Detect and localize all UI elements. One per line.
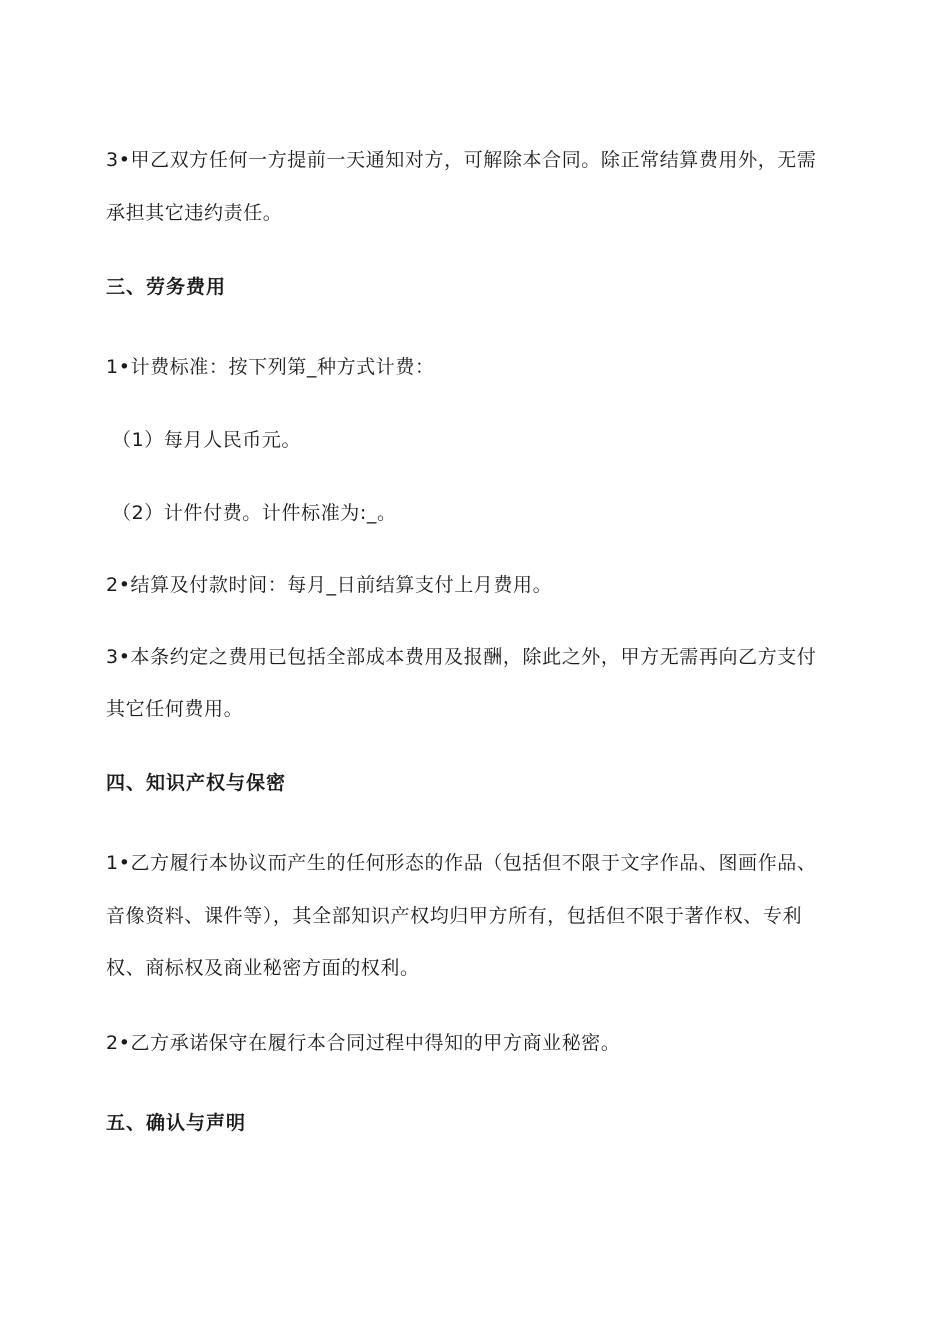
- clause-4-2: 2•乙方承诺保守在履行本合同过程中得知的甲方商业秘密。: [106, 1032, 621, 1054]
- clause-3-2: 2•结算及付款时间：每月_日前结算支付上月费用。: [106, 574, 553, 596]
- clause-3-1: 1•计费标准：按下列第_种方式计费：: [106, 356, 435, 378]
- clause-3-3-line-2: 其它任何费用。: [106, 698, 244, 720]
- clause-4-1-line-2: 音像资料、课件等），其全部知识产权均归甲方所有，包括但不限于著作权、专利: [106, 905, 803, 927]
- section-4-heading: 四、知识产权与保密: [106, 772, 287, 794]
- clause-3-1-option-2: （2）计件付费。计件标准为:_。: [112, 502, 397, 524]
- clause-4-1-line-1: 1•乙方履行本协议而产生的任何形态的作品（包括但不限于文字作品、图画作品、: [106, 852, 817, 874]
- clause-4-1-line-3: 权、商标权及商业秘密方面的权利。: [106, 957, 420, 979]
- clause-2-3-line-1: 3•甲乙双方任何一方提前一天通知对方，可解除本合同。除正常结算费用外，无需: [106, 149, 817, 171]
- clause-3-3-line-1: 3•本条约定之费用已包括全部成本费用及报酬，除此之外，甲方无需再向乙方支付: [106, 646, 817, 668]
- clause-2-3-line-2: 承担其它违约责任。: [106, 202, 283, 224]
- section-5-heading: 五、确认与声明: [106, 1112, 247, 1134]
- clause-3-1-option-1: （1）每月人民币元。: [112, 429, 302, 451]
- section-3-heading: 三、劳务费用: [106, 276, 227, 298]
